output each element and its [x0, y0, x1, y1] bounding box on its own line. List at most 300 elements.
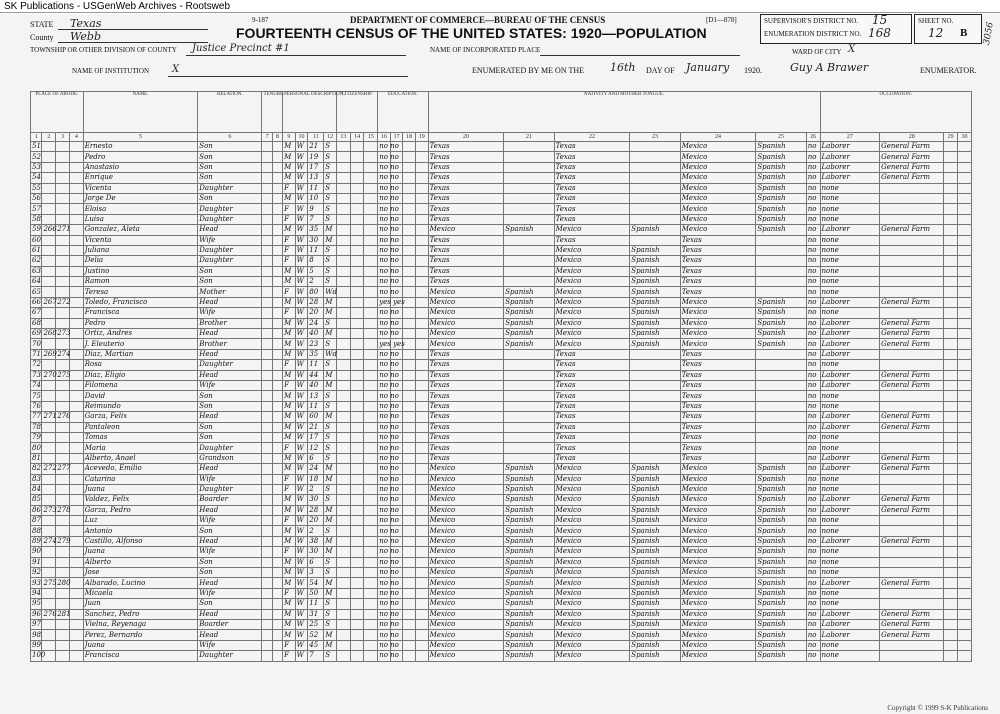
table-cell: Spanish — [756, 318, 806, 328]
table-cell: M — [283, 152, 296, 162]
table-cell: Mexico — [554, 578, 630, 588]
table-cell: Spanish — [630, 318, 680, 328]
table-cell — [364, 495, 378, 505]
column-header: RELATION. — [198, 92, 262, 133]
table-cell: Mexico — [554, 619, 630, 629]
table-cell — [415, 152, 428, 162]
table-cell: 59 — [32, 225, 41, 234]
column-number: 26 — [806, 133, 820, 142]
table-cell — [630, 193, 680, 203]
table-cell: 66 — [32, 298, 41, 307]
table-cell — [364, 588, 378, 598]
table-cell: Mexico — [680, 557, 756, 567]
table-cell: Texas — [680, 235, 756, 245]
table-cell — [350, 453, 364, 463]
table-cell: Mexico — [428, 297, 504, 307]
table-cell: 78 — [32, 422, 41, 431]
table-cell — [944, 162, 958, 172]
table-cell — [364, 214, 378, 224]
table-row — [31, 360, 972, 370]
table-cell: General Farm — [880, 412, 944, 422]
table-cell: none — [820, 204, 880, 214]
table-cell: no — [806, 183, 820, 193]
table-cell: 89 — [32, 537, 41, 546]
table-cell — [944, 380, 958, 390]
table-cell: Texas — [428, 349, 504, 359]
table-cell — [880, 526, 944, 536]
table-cell: W — [295, 516, 308, 526]
table-cell: Spanish — [756, 505, 806, 515]
table-cell — [262, 349, 272, 359]
table-cell — [42, 401, 56, 411]
table-cell — [350, 599, 364, 609]
table-cell: Mexico — [680, 329, 756, 339]
table-cell: W — [295, 297, 308, 307]
ed-label: ENUMERATION DISTRICT NO. — [764, 30, 862, 38]
table-cell — [336, 443, 350, 453]
table-cell: no — [806, 630, 820, 640]
table-cell — [403, 401, 416, 411]
table-cell: Laborer — [820, 152, 880, 162]
table-cell: Mexico — [680, 464, 756, 474]
table-cell — [336, 266, 350, 276]
table-cell: Enrique — [83, 173, 198, 183]
table-cell — [336, 256, 350, 266]
table-cell — [42, 318, 56, 328]
table-cell: 81 — [32, 453, 41, 462]
table-cell — [42, 173, 56, 183]
table-cell — [403, 526, 416, 536]
township-line — [186, 55, 406, 56]
table-cell — [504, 266, 554, 276]
table-cell — [336, 526, 350, 536]
table-cell — [262, 308, 272, 318]
table-cell: M — [283, 297, 296, 307]
table-row — [31, 516, 972, 526]
table-cell: Head — [198, 412, 262, 422]
table-cell — [336, 432, 350, 442]
table-cell: Ernesto — [83, 142, 198, 152]
table-cell: 17 — [308, 432, 324, 442]
table-cell — [880, 651, 944, 661]
table-cell — [272, 183, 282, 193]
column-number: 3 — [56, 133, 70, 142]
table-cell: M — [283, 339, 296, 349]
table-cell — [415, 422, 428, 432]
table-cell — [350, 349, 364, 359]
table-cell: Texas — [680, 370, 756, 380]
table-cell — [56, 568, 70, 578]
table-cell — [56, 152, 70, 162]
table-cell — [336, 547, 350, 557]
form-number: 9-187 — [252, 16, 269, 24]
table-cell — [944, 349, 958, 359]
table-cell: no — [806, 235, 820, 245]
table-cell — [944, 609, 958, 619]
table-cell — [69, 235, 83, 245]
table-cell: M — [324, 412, 337, 422]
table-cell: W — [295, 412, 308, 422]
table-cell: Mexico — [554, 547, 630, 557]
table-cell: S — [324, 152, 337, 162]
table-row — [31, 142, 972, 152]
table-cell: Spanish — [630, 630, 680, 640]
table-cell: Mexico — [428, 599, 504, 609]
table-cell: S — [324, 619, 337, 629]
table-row — [31, 318, 972, 328]
table-cell: Jorge De — [83, 193, 198, 203]
table-cell — [336, 214, 350, 224]
table-cell: Gonzalez, Aleta — [83, 225, 198, 235]
table-cell: F — [283, 640, 296, 650]
column-number: 22 — [554, 133, 630, 142]
column-header: OCCUPATION. — [820, 92, 971, 133]
table-cell: Texas — [680, 391, 756, 401]
ward-label: WARD OF CITY — [792, 48, 842, 56]
table-cell — [272, 287, 282, 297]
table-cell — [336, 557, 350, 567]
table-cell — [262, 474, 272, 484]
table-cell — [958, 651, 972, 661]
table-cell: M — [283, 318, 296, 328]
column-number: 21 — [504, 133, 554, 142]
table-cell — [415, 588, 428, 598]
column-number: 14 — [350, 133, 364, 142]
table-cell — [504, 162, 554, 172]
table-cell: W — [295, 651, 308, 661]
table-cell — [56, 256, 70, 266]
table-row — [31, 547, 972, 557]
table-cell — [364, 412, 378, 422]
table-cell: S — [324, 432, 337, 442]
table-cell — [350, 578, 364, 588]
table-cell: 56 — [32, 194, 41, 203]
table-cell: no no — [379, 183, 399, 192]
table-cell — [262, 162, 272, 172]
table-cell: 267 — [43, 298, 57, 307]
column-header: EDUCATION. — [378, 92, 428, 133]
table-cell — [958, 630, 972, 640]
table-cell: no no — [379, 557, 399, 566]
table-cell — [56, 547, 70, 557]
table-cell — [262, 588, 272, 598]
table-cell — [69, 547, 83, 557]
table-cell: Wife — [198, 547, 262, 557]
table-cell: Spanish — [504, 474, 554, 484]
table-cell: Vielna, Reyenaga — [83, 619, 198, 629]
table-cell — [504, 235, 554, 245]
table-cell: Grandson — [198, 453, 262, 463]
table-cell — [944, 391, 958, 401]
table-cell: Mexico — [680, 619, 756, 629]
table-cell: no no — [379, 256, 399, 265]
table-cell: no — [806, 360, 820, 370]
table-cell: no — [806, 412, 820, 422]
column-number: 8 — [272, 133, 282, 142]
table-cell: Mexico — [428, 588, 504, 598]
table-cell: 88 — [32, 526, 41, 535]
table-cell — [69, 536, 83, 546]
table-cell: Son — [198, 401, 262, 411]
table-cell: Mexico — [680, 578, 756, 588]
table-cell: Spanish — [504, 464, 554, 474]
table-cell — [42, 547, 56, 557]
table-cell — [403, 193, 416, 203]
table-cell: F — [283, 214, 296, 224]
table-cell: 54 — [308, 578, 324, 588]
table-cell — [350, 152, 364, 162]
table-cell — [415, 474, 428, 484]
table-cell: no — [806, 204, 820, 214]
table-cell: W — [295, 142, 308, 152]
table-cell: Spanish — [630, 619, 680, 629]
table-cell: 54 — [32, 173, 41, 182]
table-cell: M — [283, 173, 296, 183]
table-cell — [403, 578, 416, 588]
table-cell: Mexico — [680, 152, 756, 162]
table-row — [31, 412, 972, 422]
table-cell: no no — [379, 235, 399, 244]
table-cell: no no — [379, 225, 399, 234]
column-number: 18 — [403, 133, 416, 142]
table-row — [31, 277, 972, 287]
table-cell — [958, 443, 972, 453]
table-cell: Son — [198, 193, 262, 203]
table-cell — [415, 619, 428, 629]
table-cell: no — [806, 640, 820, 650]
table-cell — [56, 214, 70, 224]
table-cell: Spanish — [504, 308, 554, 318]
column-number: 24 — [680, 133, 756, 142]
table-cell: Mexico — [680, 308, 756, 318]
table-cell: S — [324, 204, 337, 214]
table-cell: M — [324, 464, 337, 474]
table-cell: S — [324, 277, 337, 287]
table-cell: Head — [198, 609, 262, 619]
table-cell: Texas — [680, 287, 756, 297]
table-cell — [42, 640, 56, 650]
table-cell: Texas — [554, 391, 630, 401]
table-cell — [364, 380, 378, 390]
table-cell: W — [295, 464, 308, 474]
table-cell: S — [324, 609, 337, 619]
table-cell: 11 — [308, 245, 324, 255]
table-cell: Spanish — [630, 464, 680, 474]
table-cell: Spanish — [630, 536, 680, 546]
table-cell: M — [283, 495, 296, 505]
table-cell: W — [295, 173, 308, 183]
table-row — [31, 391, 972, 401]
table-cell: M — [283, 422, 296, 432]
table-cell: Justino — [83, 266, 198, 276]
table-cell: Spanish — [756, 193, 806, 203]
table-cell: S — [324, 484, 337, 494]
table-cell: Mexico — [680, 193, 756, 203]
table-cell: General Farm — [880, 162, 944, 172]
table-cell: Francisca — [83, 651, 198, 661]
table-cell: 11 — [308, 183, 324, 193]
table-cell — [364, 204, 378, 214]
table-cell: W — [295, 443, 308, 453]
table-cell — [403, 370, 416, 380]
table-cell: no no — [379, 516, 399, 525]
table-cell: 93 — [32, 578, 41, 587]
table-cell: Garza, Pedro — [83, 505, 198, 515]
table-cell — [350, 360, 364, 370]
table-cell — [262, 526, 272, 536]
table-cell — [958, 235, 972, 245]
table-cell — [350, 297, 364, 307]
table-cell: M — [283, 526, 296, 536]
table-cell: M — [324, 640, 337, 650]
table-cell: F — [283, 484, 296, 494]
table-cell: none — [820, 193, 880, 203]
table-cell — [958, 474, 972, 484]
table-cell — [69, 225, 83, 235]
table-cell: 6 — [308, 557, 324, 567]
table-row — [31, 308, 972, 318]
table-row — [31, 380, 972, 390]
table-cell — [272, 505, 282, 515]
table-cell — [272, 245, 282, 255]
table-cell — [272, 370, 282, 380]
table-cell: Ortiz, Andres — [83, 329, 198, 339]
table-cell — [944, 568, 958, 578]
column-number: 30 — [958, 133, 972, 142]
table-cell: Son — [198, 526, 262, 536]
table-cell — [403, 287, 416, 297]
table-cell: no no — [379, 329, 399, 338]
table-cell: 2 — [308, 484, 324, 494]
table-cell: Spanish — [756, 173, 806, 183]
table-cell — [958, 536, 972, 546]
table-cell: Mexico — [428, 225, 504, 235]
table-cell — [504, 422, 554, 432]
table-cell — [350, 619, 364, 629]
table-cell: none — [820, 651, 880, 661]
table-cell: no — [806, 308, 820, 318]
table-cell: Spanish — [756, 308, 806, 318]
table-cell: Texas — [680, 443, 756, 453]
table-row — [31, 225, 972, 235]
table-cell: S — [324, 360, 337, 370]
column-number: 15 — [364, 133, 378, 142]
table-cell: General Farm — [880, 464, 944, 474]
table-cell — [56, 162, 70, 172]
table-cell: M — [324, 474, 337, 484]
table-cell: Mexico — [680, 225, 756, 235]
table-cell — [403, 142, 416, 152]
table-cell — [42, 516, 56, 526]
table-cell: Spanish — [504, 609, 554, 619]
table-cell: no no — [379, 474, 399, 483]
table-cell: no — [806, 287, 820, 297]
table-cell: 73 — [32, 370, 41, 379]
table-cell: Spanish — [504, 547, 554, 557]
table-cell — [630, 432, 680, 442]
table-cell — [350, 380, 364, 390]
table-cell — [272, 339, 282, 349]
table-cell: M — [283, 391, 296, 401]
table-cell: Head — [198, 464, 262, 474]
table-cell: F — [283, 360, 296, 370]
table-cell: no no — [379, 422, 399, 431]
table-cell — [364, 557, 378, 567]
table-cell — [415, 245, 428, 255]
table-cell: Laborer — [820, 495, 880, 505]
table-cell: W — [295, 235, 308, 245]
table-cell — [69, 619, 83, 629]
table-cell: Daughter — [198, 484, 262, 494]
table-cell — [262, 391, 272, 401]
table-cell: General Farm — [880, 142, 944, 152]
table-row — [31, 422, 972, 432]
table-cell: no — [806, 152, 820, 162]
table-cell — [756, 443, 806, 453]
table-cell: yes yes — [379, 339, 405, 348]
table-cell — [403, 557, 416, 567]
table-cell: W — [295, 557, 308, 567]
table-cell — [262, 183, 272, 193]
table-cell: S — [324, 193, 337, 203]
table-cell — [944, 630, 958, 640]
table-cell: Texas — [554, 412, 630, 422]
table-cell: W — [295, 183, 308, 193]
table-cell: General Farm — [880, 578, 944, 588]
table-cell: W — [295, 547, 308, 557]
table-cell: 62 — [32, 256, 41, 265]
table-cell: 71 — [32, 350, 41, 358]
table-cell — [42, 277, 56, 287]
table-cell — [336, 516, 350, 526]
table-cell: F — [283, 443, 296, 453]
table-cell: no no — [379, 152, 399, 161]
table-cell — [944, 578, 958, 588]
table-cell: 70 — [32, 339, 41, 348]
table-cell: Mexico — [680, 183, 756, 193]
table-cell — [350, 516, 364, 526]
table-cell — [336, 464, 350, 474]
table-cell: M — [324, 370, 337, 380]
table-cell: Filomena — [83, 380, 198, 390]
table-cell: Mexico — [428, 308, 504, 318]
table-cell — [944, 287, 958, 297]
table-cell — [42, 162, 56, 172]
table-cell — [262, 245, 272, 255]
table-cell — [69, 318, 83, 328]
table-cell — [944, 329, 958, 339]
table-row — [31, 651, 972, 661]
table-cell: Head — [198, 370, 262, 380]
table-cell — [350, 193, 364, 203]
column-number: 11 — [308, 133, 324, 142]
table-cell: Texas — [428, 412, 504, 422]
table-cell: none — [820, 599, 880, 609]
table-cell — [880, 432, 944, 442]
table-cell — [336, 277, 350, 287]
table-cell — [364, 474, 378, 484]
table-cell: Mexico — [554, 640, 630, 650]
table-cell: F — [283, 204, 296, 214]
table-cell: none — [820, 526, 880, 536]
table-cell: W — [295, 308, 308, 318]
table-cell: Delia — [83, 256, 198, 266]
table-cell — [272, 308, 282, 318]
table-cell: Mexico — [680, 204, 756, 214]
table-cell: Texas — [554, 173, 630, 183]
table-cell — [272, 484, 282, 494]
table-cell: W — [295, 329, 308, 339]
